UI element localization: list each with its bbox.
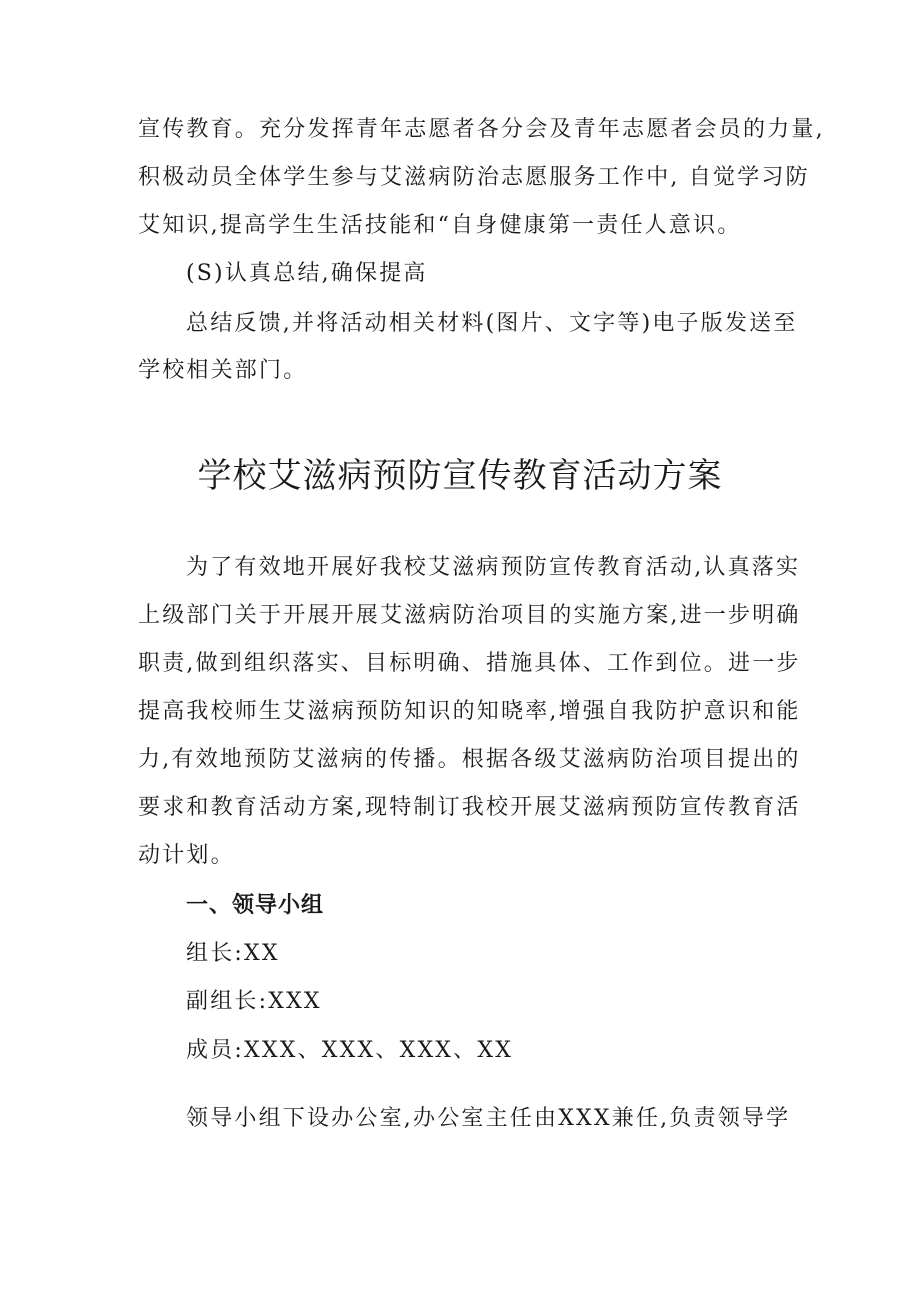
paragraph-line: 职责,做到组织落实、目标明确、措施具体、工作到位。进一步 <box>138 651 801 676</box>
paragraph-line: 为了有效地开展好我校艾滋病预防宣传教育活动,认真落实 <box>186 555 801 580</box>
paragraph-line: 艾知识,提高学生生活技能和“自身健康第一责任人意识。 <box>138 213 742 238</box>
deputy-leader-line: 副组长:XXX <box>186 989 322 1014</box>
paragraph-line: 学校相关部门。 <box>138 358 308 383</box>
paragraph-line: 上级部门关于开展开展艾滋病防治项目的实施方案,进一步明确 <box>138 603 801 628</box>
paragraph-line: 要求和教育活动方案,现特制订我校开展艾滋病预防宣传教育活 <box>138 795 801 820</box>
paragraph-line: 总结反馈,并将活动相关材料(图片、文字等)电子版发送至 <box>186 311 798 336</box>
paragraph-line: 领导小组下设办公室,办公室主任由XXX兼任,负责领导学 <box>186 1106 791 1131</box>
item-heading: (S)认真总结,确保提高 <box>186 261 428 286</box>
leader-line: 组长:XX <box>186 941 280 966</box>
members-line: 成员:XXX、XXX、XXX、XX <box>186 1038 514 1063</box>
paragraph-line: 宣传教育。充分发挥青年志愿者各分会及青年志愿者会员的力量, <box>138 117 825 142</box>
paragraph-line: 力,有效地预防艾滋病的传播。根据各级艾滋病防治项目提出的 <box>138 747 801 772</box>
section-heading: 一、领导小组 <box>186 893 325 918</box>
paragraph-line: 动计划。 <box>138 843 235 868</box>
paragraph-line: 提高我校师生艾滋病预防知识的知晓率,增强自我防护意识和能 <box>138 699 801 724</box>
document-title: 学校艾滋病预防宣传教育活动方案 <box>197 456 723 496</box>
paragraph-line: 积极动员全体学生参与艾滋病防治志愿服务工作中, 自觉学习防 <box>138 165 810 190</box>
